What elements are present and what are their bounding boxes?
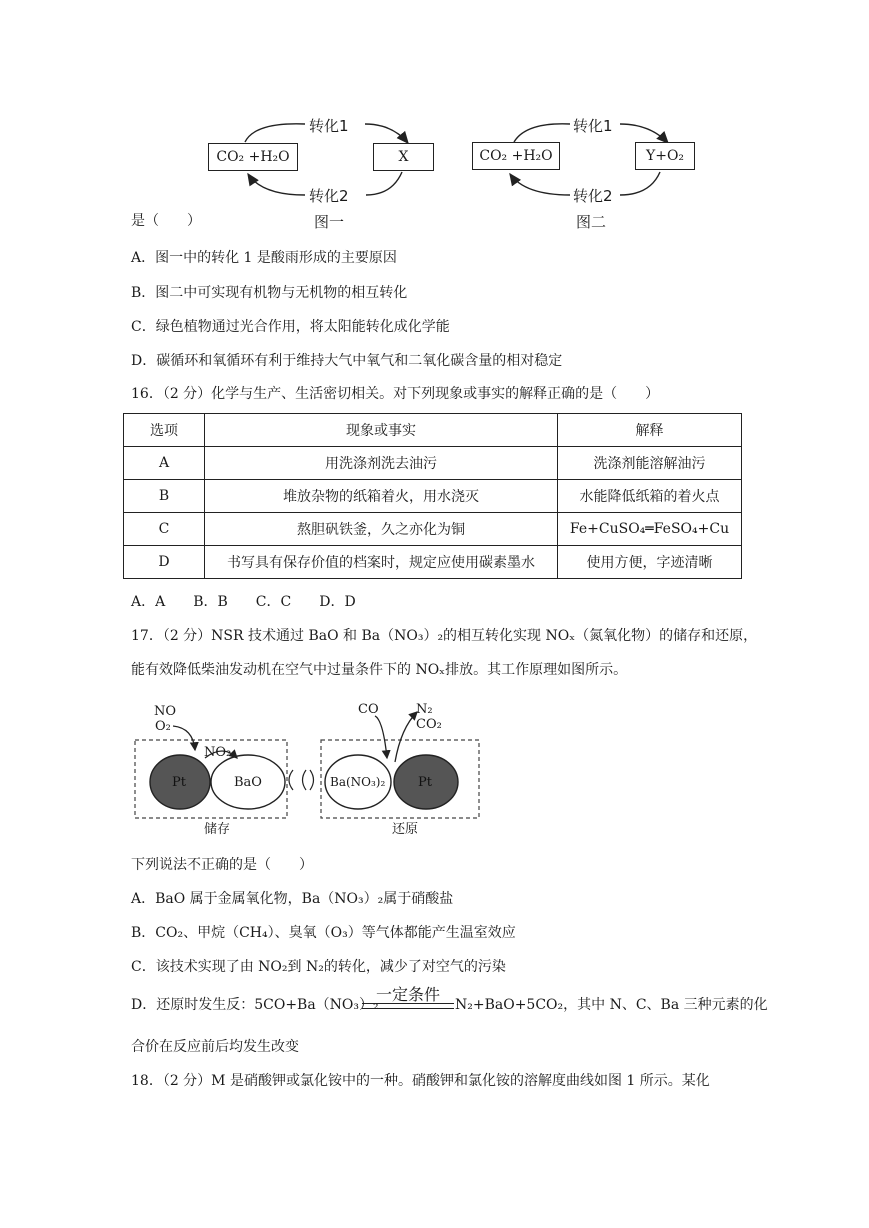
nsr-bao: BaO: [234, 775, 262, 790]
nsr-pt-left: Pt: [172, 775, 186, 790]
nsr-no: NO: [154, 704, 177, 719]
q16-table: [123, 413, 742, 579]
fig1-box-right: X: [373, 143, 434, 171]
q16-answers: A．A B．B C．C D．D: [131, 594, 356, 610]
q17-option-c: C．该技术实现了由 NO₂到 N₂的转化，减少了对空气的污染: [131, 959, 506, 975]
fig2-top-arrow: [514, 124, 570, 142]
reaction-condition: 一定条件: [375, 985, 440, 1004]
nsr-storage-caption: 储存: [204, 822, 231, 837]
q15-option-d: D．碳循环和氧循环有利于维持大气中氧气和二氧化碳含量的相对稳定: [131, 353, 563, 369]
q17-stem-line1: 17．（2 分）NSR 技术通过 BaO 和 Ba（NO₃）₂的相互转化实现 NOₓ（氮氧化物）的储存和还原，: [131, 628, 758, 644]
fig1-caption: 图一: [314, 213, 345, 231]
fig2-bottom-label: 转化2: [573, 187, 613, 205]
table-cell: B: [124, 480, 205, 513]
q18-stem: 18．（2 分）M 是硝酸钾或氯化铵中的一种。硝酸钾和氯化铵的溶解度曲线如图 1 所示。某化: [131, 1073, 710, 1089]
nsr-co2: CO₂: [416, 717, 442, 732]
fig1-top-arrow: [245, 124, 305, 142]
fig1-bottom-arrow: [366, 172, 402, 195]
table-header: 选项: [124, 414, 205, 447]
fig2-box-left: CO₂ +H₂O: [472, 142, 560, 170]
table-cell: Fe+CuSO₄═FeSO₄+Cu: [558, 513, 742, 546]
nsr-bano3: Ba(NO₃)₂: [330, 775, 386, 789]
table-cell: A: [124, 447, 205, 480]
q17-option-b: B．CO₂、甲烷（CH₄）、臭氧（O₃）等气体都能产生温室效应: [131, 925, 516, 941]
q17-option-d-left: D．还原时发生反：5CO+Ba（NO₃）₂: [131, 997, 379, 1013]
q15-option-b: B．图二中可实现有机物与无机物的相互转化: [131, 285, 408, 301]
table-row: [124, 480, 742, 513]
cycle-diagrams: [0, 0, 869, 240]
table-row: [124, 513, 742, 546]
table-header-row: [124, 414, 742, 447]
fig2-box-right: Y+O₂: [635, 142, 695, 170]
nsr-n2: N₂: [416, 702, 433, 717]
nsr-pt-right: Pt: [418, 775, 432, 790]
q15-stem-tail: 是（ ）: [131, 213, 201, 229]
q17-stem-line2: 能有效降低柴油发动机在空气中过量条件下的 NOₓ排放。其工作原理如图所示。: [131, 662, 628, 678]
q15-option-a: A．图一中的转化 1 是酸雨形成的主要原因: [131, 250, 397, 266]
table-cell: C: [124, 513, 205, 546]
table-cell: 使用方便，字迹清晰: [558, 546, 742, 579]
table-row: [124, 546, 742, 579]
fig2-top-label: 转化1: [573, 117, 613, 135]
fig2-caption: 图二: [576, 213, 607, 231]
table-cell: D: [124, 546, 205, 579]
table-cell: 用洗涤剂洗去油污: [205, 447, 558, 480]
q17-option-d-right: N₂+BaO+5CO₂，其中 N、C、Ba 三种元素的化: [455, 997, 768, 1013]
q17-option-a: A．BaO 属于金属氧化物，Ba（NO₃）₂属于硝酸盐: [131, 891, 454, 907]
q17-option-d-line2: 合价在反应前后均发生改变: [131, 1039, 299, 1055]
table-row: [124, 447, 742, 480]
nsr-co: CO: [358, 702, 379, 717]
fig1-box-left: CO₂ +H₂O: [208, 143, 298, 171]
nsr-o2: O₂: [155, 719, 171, 734]
nsr-reduction-caption: 还原: [392, 822, 419, 837]
table-cell: 堆放杂物的纸箱着火，用水浇灭: [205, 480, 558, 513]
table-cell: 书写具有保存价值的档案时，规定应使用碳素墨水: [205, 546, 558, 579]
q17-prompt: 下列说法不正确的是（ ）: [131, 857, 313, 873]
table-header: 解释: [558, 414, 742, 447]
fig2-bottom-arrow: [620, 172, 660, 195]
q15-option-c: C．绿色植物通过光合作用，将太阳能转化成化学能: [131, 319, 450, 335]
nsr-no2: NO₂: [204, 745, 232, 760]
q16-stem: 16．（2 分）化学与生产、生活密切相关。对下列现象或事实的解释正确的是（ ）: [131, 386, 660, 402]
table-cell: 水能降低纸箱的着火点: [558, 480, 742, 513]
table-cell: 洗涤剂能溶解油污: [558, 447, 742, 480]
fig1-top-label: 转化1: [309, 117, 349, 135]
table-cell: 熬胆矾铁釜，久之亦化为铜: [205, 513, 558, 546]
fig1-bottom-label: 转化2: [309, 187, 349, 205]
table-header: 现象或事实: [205, 414, 558, 447]
reaction-equals-sign: [362, 1003, 454, 1009]
